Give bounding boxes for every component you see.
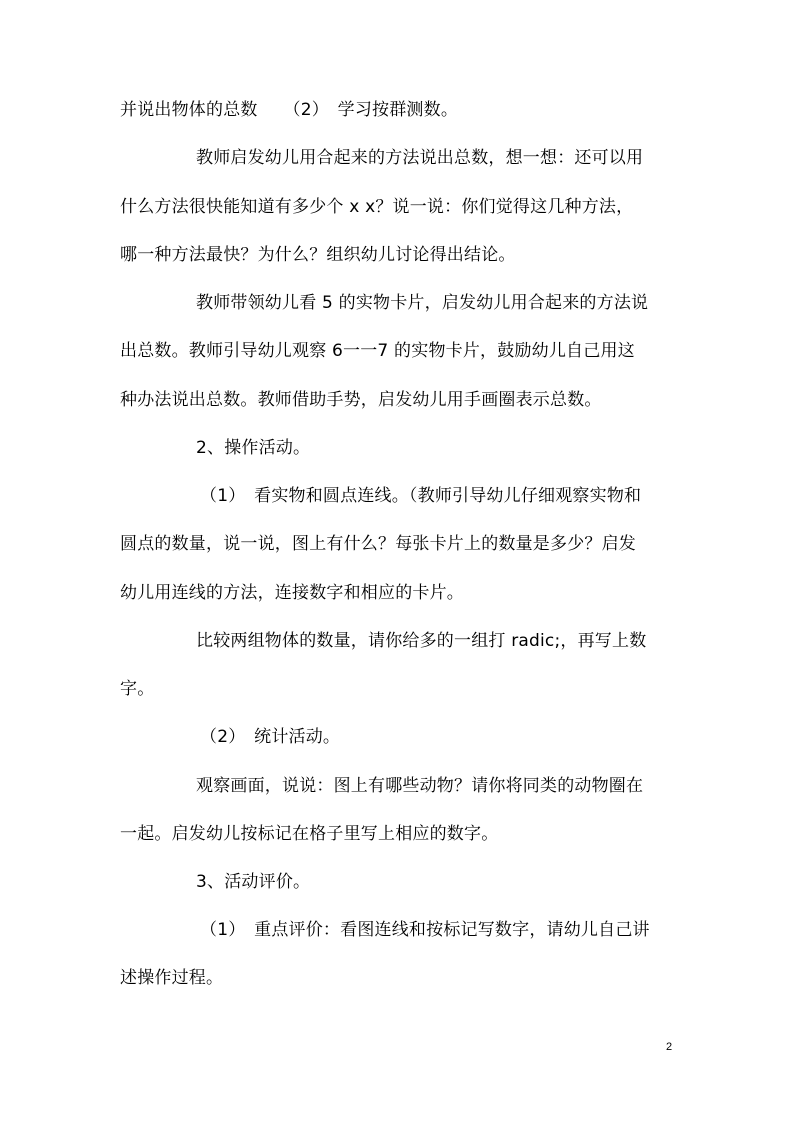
section-heading: 3、活动评价。 [196, 872, 311, 892]
text-line: 出总数。教师引导幼儿观察 6一一7 的实物卡片，鼓励幼儿自己用这 [120, 341, 635, 361]
text-line: 字。 [120, 679, 155, 699]
page-number: 2 [666, 1041, 673, 1053]
text-line: 述操作过程。 [120, 968, 224, 988]
text-line: 哪一种方法最快？为什么？组织幼儿讨论得出结论。 [120, 245, 516, 265]
text-line: 教师带领幼儿看 5 的实物卡片，启发幼儿用合起来的方法说 [196, 293, 649, 313]
text-line: 圆点的数量，说一说，图上有什么？每张卡片上的数量是多少？启发 [120, 534, 636, 554]
text-line: 种办法说出总数。教师借助手势，启发幼儿用手画圈表示总数。 [120, 390, 602, 410]
text-line: 什么方法很快能知道有多少个 x x？说一说：你们觉得这几种方法， [120, 197, 634, 217]
text-line: 教师启发幼儿用合起来的方法说出总数，想一想：还可以用 [196, 148, 644, 168]
text-line: 并说出物体的总数 （2） 学习按群测数。 [120, 100, 459, 120]
text-line: （2） 统计活动。 [200, 727, 341, 747]
text-line: （1） 看实物和圆点连线。（教师引导幼儿仔细观察实物和 [200, 486, 642, 506]
text-line: 观察画面，说说：图上有哪些动物？请你将同类的动物圈在 [196, 776, 644, 796]
text-line: 幼儿用连线的方法，连接数字和相应的卡片。 [120, 583, 464, 603]
section-heading: 2、操作活动。 [196, 438, 311, 458]
text-line: （1） 重点评价：看图连线和按标记写数字，请幼儿自己讲 [200, 920, 650, 940]
text-line: 比较两组物体的数量，请你给多的一组打 radic;，再写上数 [196, 631, 647, 651]
text-line: 一起。启发幼儿按标记在格子里写上相应的数字。 [120, 824, 499, 844]
